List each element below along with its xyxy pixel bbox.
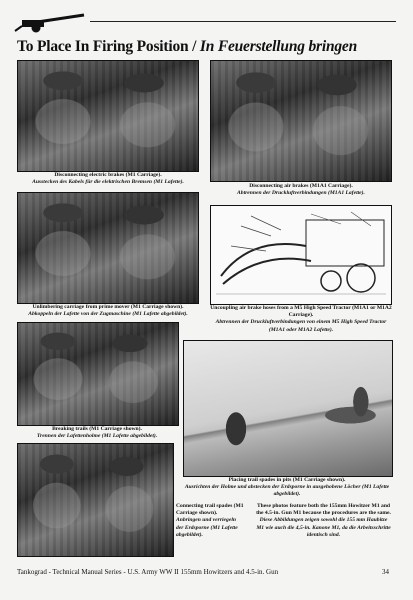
caption-air-brakes: Disconnecting air brakes (M1A1 Carriage). Abtrennen der Druckluftverbindungen (M1A1 Lafette). <box>237 183 365 197</box>
caption-connecting-spades: Connecting trail spades (M1 Carriage shown). Anbringen und verriegeln der Erdsporne (M1 Lafette abgebildet). <box>176 503 244 538</box>
caption-air-brake-hoses: Uncoupling air brake hoses from a M5 High Speed Tractor (M1A1 or M1A2 Carriage). Abtrennen der Druckluftverbindungen von einem M5 High Speed Tractor (M1A1 oder M1A2 Lafette). <box>210 305 392 333</box>
hose-diagram-drawing <box>211 206 391 304</box>
photo-unlimbering <box>17 192 199 304</box>
footer-series: Tankograd - Technical Manual Series - U.S. Army WW II 155mm Howitzers and 4.5-in. Gun <box>17 568 279 576</box>
caption-breaking-trails: Breaking trails (M1 Carriage shown). Trennen der Lafettenholme (M1 Lafette abgebildet). <box>36 426 158 440</box>
header-rule <box>90 21 396 22</box>
photo-electric-brakes <box>17 60 199 172</box>
photo-connecting-spades <box>17 443 174 557</box>
photo-note: These photos feature both the 155mm Howitzer M1 and the 4.5-in. Gun M1 because the procedures are the same. Diese Abbildungen zeigen sowohl die 155 mm Haubitze M1 wie auch die 4,5-in. Kanone M1, da die Arbeitsschritte identisch sind. <box>256 503 391 538</box>
page-title: To Place In Firing Position / In Feuerstellung bringen <box>17 38 358 55</box>
photo-air-brakes <box>210 60 392 182</box>
caption-placing-spades: Placing trail spades in pits (M1 Carriage shown). Ausrichten der Holme und abstecken der Erdsporne in ausgehobene Löcher (M1 Lafette abgebildet). <box>184 477 390 498</box>
caption-unlimbering: Unlimbering carriage from prime mover (M1 Carriage shown). Abkoppeln der Lafette von der Zugmaschine (M1 Lafette abgebildet). <box>28 304 188 318</box>
photo-placing-spades <box>183 340 393 477</box>
photo-breaking-trails <box>17 322 179 426</box>
diagram-air-brake-hoses <box>210 205 392 305</box>
howitzer-icon <box>14 9 89 33</box>
page-number: 34 <box>382 568 389 576</box>
caption-electric-brakes: Disconnecting electric brakes (M1 Carriage). Ausstecken des Kabels für die elektrischen Bremsen (M1 Lafette). <box>32 172 184 186</box>
